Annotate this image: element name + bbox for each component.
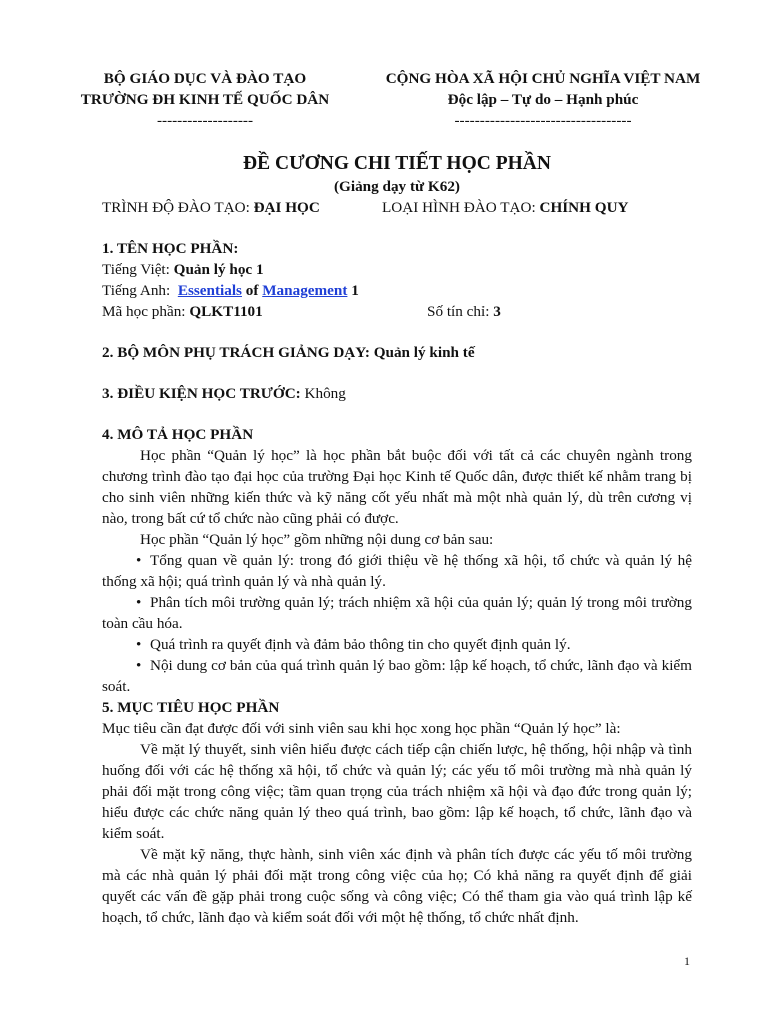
list-item — [102, 634, 692, 655]
country-name: CỘNG HÒA XÃ HỘI CHỦ NGHĨA VIỆT NAM — [385, 70, 701, 87]
vn-value: Quản lý học 1 — [173, 261, 264, 278]
section-5-paragraph-1: Về mặt lý thuyết, sinh viên hiểu được cách tiếp cận chiến lược, hệ thống, hội nhập và tình huống đối với các hệ thống xã hội, tổ chức và quản lý; các yếu tố môi trường mà nhà quản lý phải đối mặt trong công việc; tầm quan trọng của trách nhiệm xã hội và đạo đức trong quản lý; hiểu được các chức năng quản lý theo quá trình, bao gồm: lập kế hoạch, tổ chức, lãnh đạo và kiểm soát. — [102, 741, 692, 842]
bullet-icon: • — [136, 594, 142, 611]
credit-value: 3 — [493, 303, 501, 320]
ministry-block — [80, 68, 330, 131]
bullet-text: Quá trình ra quyết định và đảm bảo thông tin cho quyết định quản lý. — [150, 636, 571, 653]
section-5-heading: 5. MỤC TIÊU HỌC PHẦN — [102, 699, 280, 716]
english-name-row — [102, 280, 692, 301]
credit-label: Số tín chỉ: — [427, 303, 494, 320]
section-4-paragraph-2: Học phần “Quản lý học” gồm những nội dung cơ bản sau: — [140, 531, 494, 548]
right-divider: ----------------------------------- — [454, 112, 632, 129]
motto: Độc lập – Tự do – Hạnh phúc — [447, 91, 639, 108]
section-4-paragraph-1: Học phần “Quản lý học” là học phần bắt buộc đối với tất cả các chuyên ngành trong chương trình đào tạo đại học của trường Đại học Kinh tế Quốc dân, được thiết kế nhằm trang bị cho sinh viên những kiến thức và kỹ năng cốt yếu nhất mà một nhà quản lý, dù trên cương vị nào, trong bất cứ tổ chức nào cũng phải có được. — [102, 447, 692, 527]
section-3-heading: 3. ĐIỀU KIỆN HỌC TRƯỚC: — [102, 385, 305, 402]
bullet-text: Phân tích môi trường quản lý; trách nhiệm xã hội của quản lý; quản lý trong môi trường toàn cầu hóa. — [102, 594, 692, 632]
document-subtitle: (Giảng dạy từ K62) — [334, 178, 460, 195]
department-value: Quản lý kinh tế — [373, 344, 475, 361]
vietnamese-name-row — [102, 259, 692, 280]
training-level-row — [102, 197, 692, 218]
section-2 — [102, 342, 692, 363]
course-code — [102, 301, 427, 322]
document-title: ĐỀ CƯƠNG CHI TIẾT HỌC PHẦN — [243, 153, 551, 174]
bullet-icon: • — [136, 657, 142, 674]
training-level — [102, 197, 382, 218]
section-3 — [102, 383, 692, 404]
management-link[interactable]: Management — [262, 282, 348, 299]
section-2-heading: 2. BỘ MÔN PHỤ TRÁCH GIẢNG DẠY: — [102, 344, 374, 361]
bullet-text: Tổng quan về quản lý: trong đó giới thiệu về hệ thống xã hội, tổ chức và quản lý hệ thống xã hội; quá trình quản lý và nhà quản lý. — [102, 552, 692, 590]
training-type — [382, 197, 629, 218]
bullet-icon: • — [136, 636, 142, 653]
essentials-link[interactable]: Essentials — [177, 282, 242, 299]
vn-label: Tiếng Việt: — [102, 261, 174, 278]
bullet-icon: • — [136, 552, 142, 569]
code-value: QLKT1101 — [189, 303, 263, 320]
national-motto-block — [358, 68, 728, 131]
section-4-heading: 4. MÔ TẢ HỌC PHẦN — [102, 426, 254, 443]
section-1-heading: 1. TÊN HỌC PHẦN: — [102, 240, 239, 257]
document-header — [80, 68, 701, 131]
page-number: 1 — [684, 954, 690, 968]
en-num: 1 — [347, 282, 359, 299]
list-item — [102, 592, 692, 634]
document-page — [80, 68, 701, 928]
bullet-text: Nội dung cơ bản của quá trình quản lý bao gồm: lập kế hoạch, tổ chức, lãnh đạo và kiểm soát. — [102, 657, 692, 695]
en-label: Tiếng Anh: — [102, 282, 178, 299]
list-item — [102, 550, 692, 592]
prerequisite-value: Không — [304, 385, 346, 402]
course-code-row — [102, 301, 692, 322]
code-label: Mã học phần: — [102, 303, 190, 320]
ministry-name: BỘ GIÁO DỤC VÀ ĐÀO TẠO — [103, 70, 307, 87]
training-type-value: CHÍNH QUY — [539, 199, 629, 216]
university-name: TRƯỜNG ĐH KINH TẾ QUỐC DÂN — [80, 91, 330, 108]
left-divider: ------------------- — [156, 112, 254, 129]
credits — [427, 301, 501, 322]
list-item — [102, 655, 692, 697]
training-level-value: ĐẠI HỌC — [253, 199, 320, 216]
section-5-paragraph-2: Về mặt kỹ năng, thực hành, sinh viên xác định và phân tích được các yếu tố môi trường mà các nhà quản lý phải đối mặt trong công việc của họ; Có khả năng ra quyết định để giải quyết các vấn đề gặp phải trong cuộc sống và công việc; Có thể tham gia vào quá trình lập kế hoạch, tổ chức, lãnh đạo và kiểm soát đối với một hệ thống, tổ chức nhất định. — [102, 846, 692, 926]
en-of: of — [241, 282, 263, 299]
training-level-label: TRÌNH ĐỘ ĐÀO TẠO: — [102, 199, 254, 216]
section-5-intro: Mục tiêu cần đạt được đối với sinh viên sau khi học xong học phần “Quản lý học” là: — [102, 720, 621, 737]
training-type-label: LOẠI HÌNH ĐÀO TẠO: — [382, 199, 540, 216]
